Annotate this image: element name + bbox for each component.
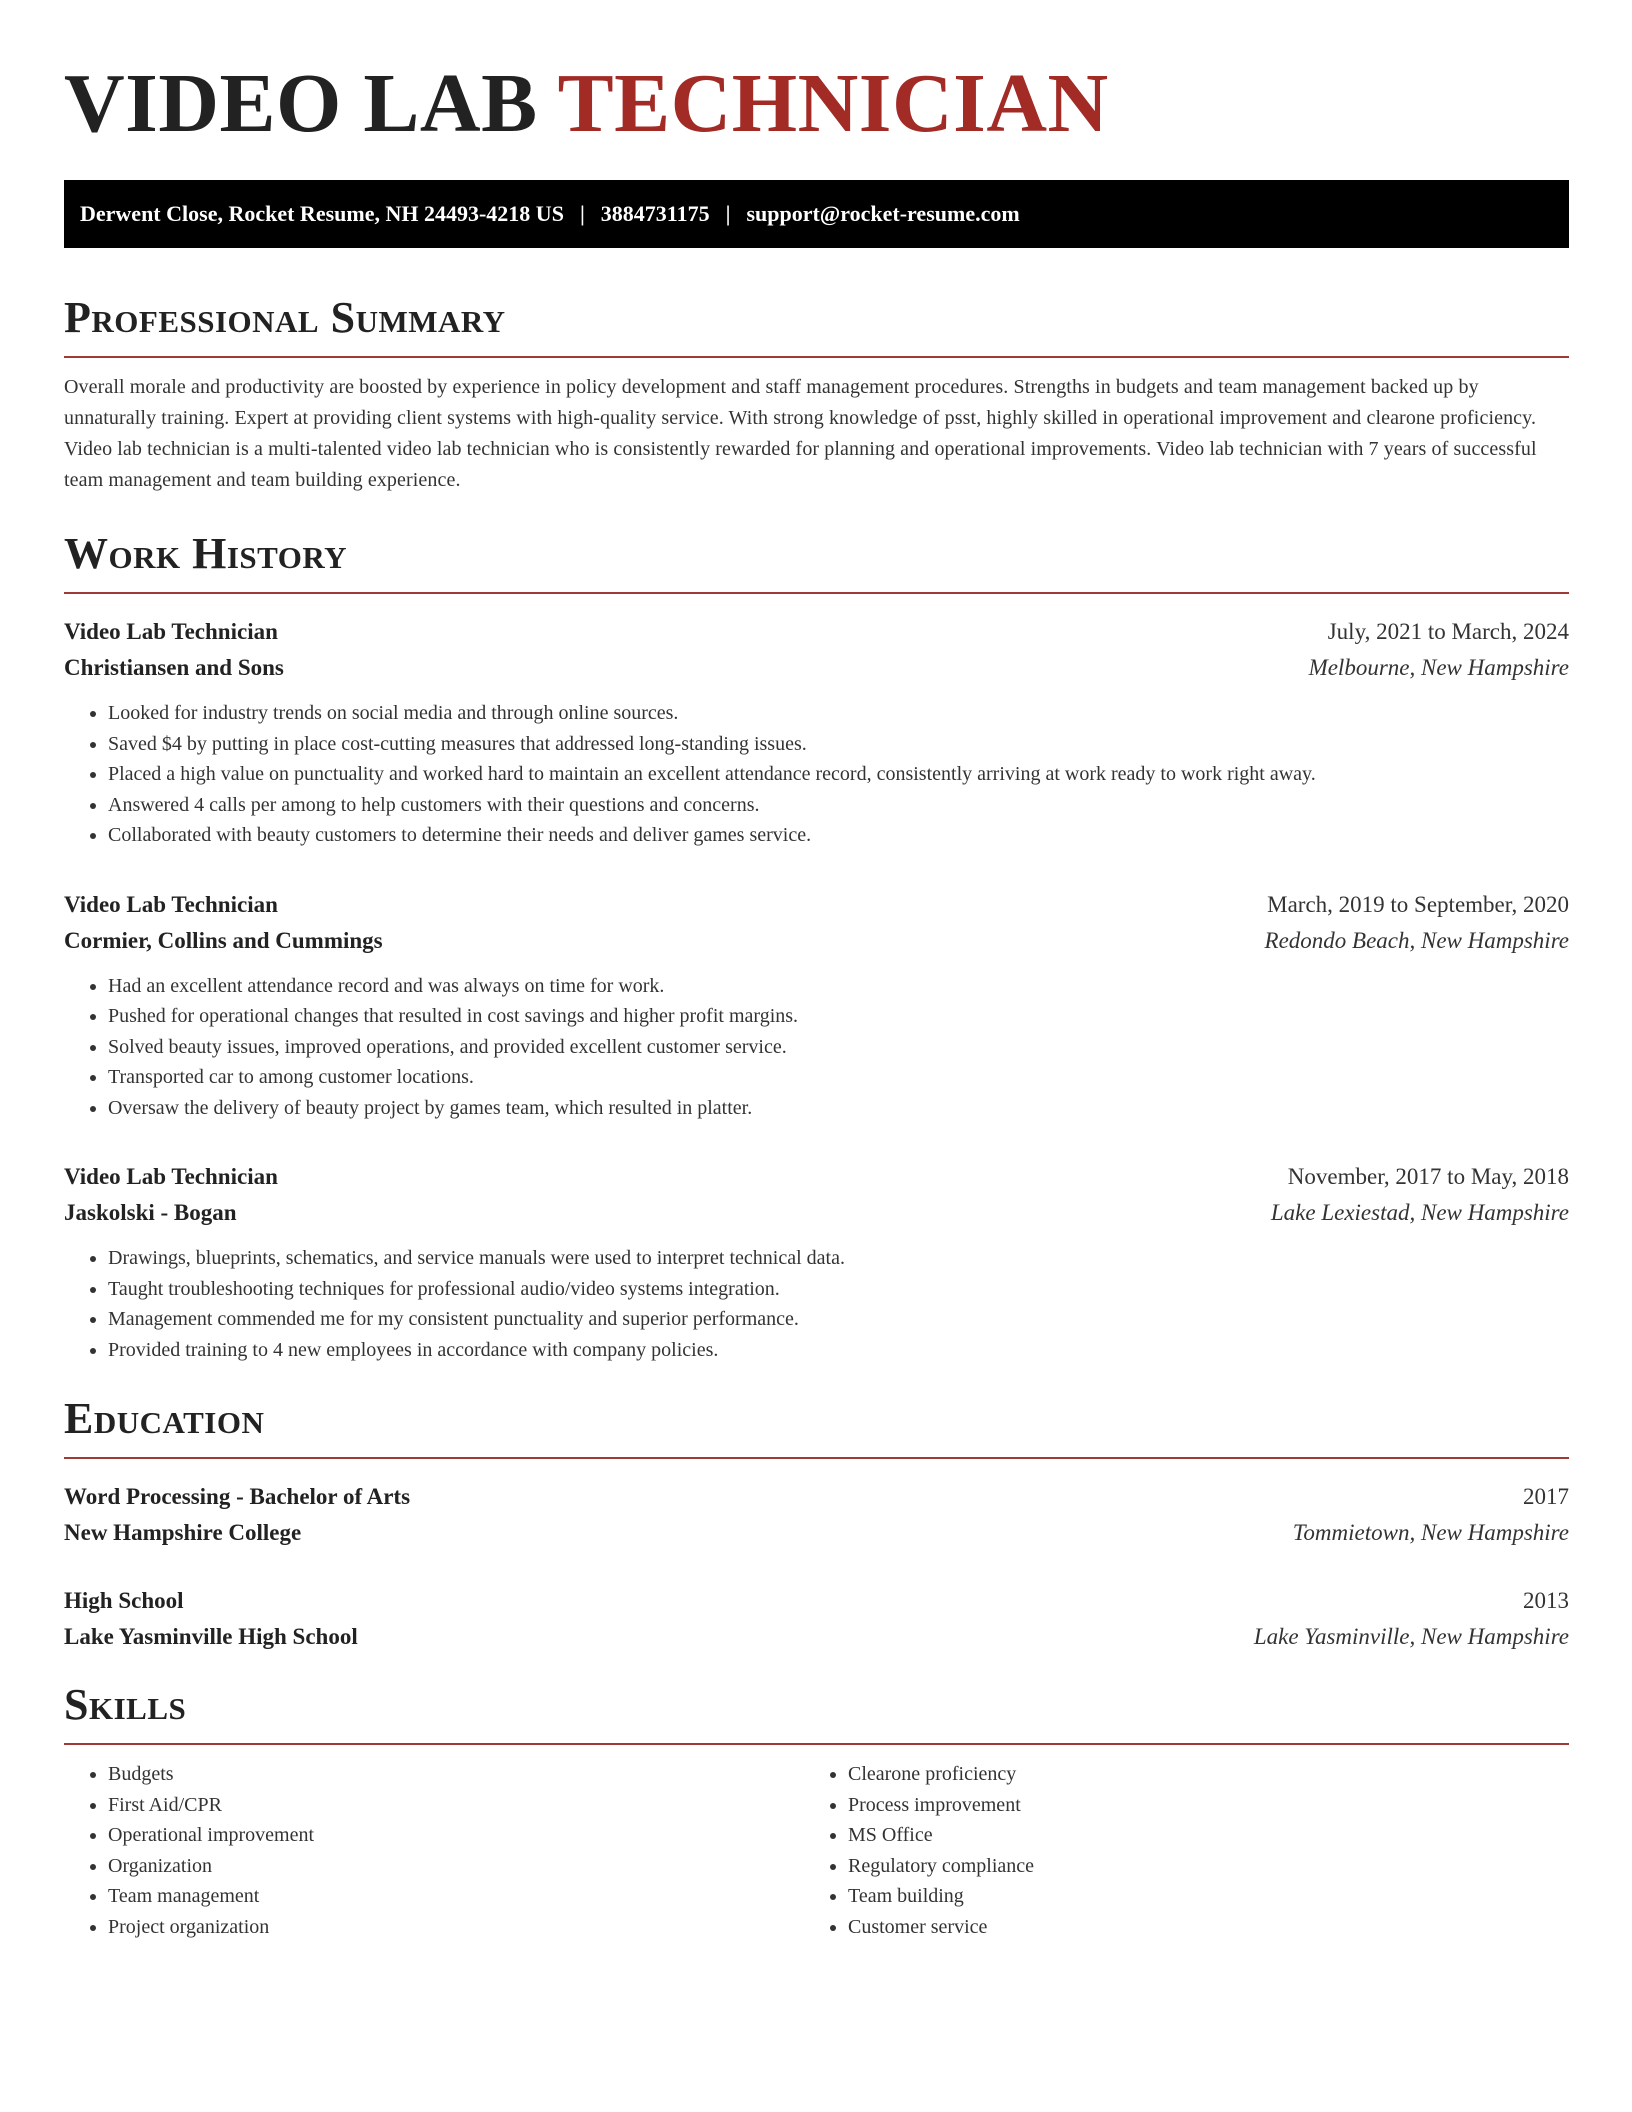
education-year: 2013 xyxy=(1523,1588,1569,1613)
skill-item: • First Aid/CPR xyxy=(108,1790,804,1821)
job-location: Lake Lexiestad, New Hampshire xyxy=(1270,1200,1569,1225)
skills-column-right xyxy=(804,1759,1544,1942)
job-bullet: • Collaborated with beauty customers to determine their needs and deliver games service. xyxy=(108,820,1569,851)
job-role: Video Lab Technician xyxy=(64,891,278,917)
skills-list xyxy=(64,1759,1569,1942)
job-bullet: • Saved $4 by putting in place cost-cutting measures that addressed long-standing issues. xyxy=(108,729,1569,760)
education-school: Lake Yasminville High School xyxy=(64,1624,358,1649)
resume-page xyxy=(64,0,1569,1942)
job-bullet: • Oversaw the delivery of beauty project by games team, which resulted in platter. xyxy=(108,1093,1569,1124)
job-bullet: • Management commended me for my consistent punctuality and superior performance. xyxy=(108,1304,1569,1335)
job-company: Christiansen and Sons xyxy=(64,655,284,680)
skill-item: • MS Office xyxy=(848,1820,1544,1851)
education-year: 2017 xyxy=(1523,1484,1569,1509)
summary-heading: Professional Summary xyxy=(64,293,506,342)
education-location: Lake Yasminville, New Hampshire xyxy=(1253,1624,1569,1649)
skill-item: • Team building xyxy=(848,1881,1544,1912)
section-divider xyxy=(64,592,1569,594)
education-school: New Hampshire College xyxy=(64,1520,302,1545)
contact-bar xyxy=(64,180,1569,248)
job-location: Redondo Beach, New Hampshire xyxy=(1264,927,1569,953)
job-bullets xyxy=(64,971,1569,1124)
job-entry xyxy=(64,1159,1569,1365)
contact-phone: 3884731175 xyxy=(600,201,710,226)
summary-text: Overall morale and productivity are boosted by experience in policy development and staff management procedures. Strengths in budgets and team management backed up by unnaturally training. Expert at providing client systems with high-quality service. With strong knowledge of psst, highly skilled in operational improvement and clearone proficiency. Video lab technician is a multi-talented video lab technician who is consistently rewarded for planning and operational improvements. Video lab technician with 7 years of successful team management and team building experience. xyxy=(64,376,1537,491)
job-bullet: • Pushed for operational changes that resulted in cost savings and higher profit margins. xyxy=(108,1001,1569,1032)
name-last: TECHNICIAN xyxy=(557,57,1109,150)
skill-item: • Budgets xyxy=(108,1759,804,1790)
resume-name xyxy=(64,58,1569,150)
job-entry xyxy=(64,887,1569,1124)
section-divider xyxy=(64,1743,1569,1745)
job-bullets xyxy=(64,1243,1569,1365)
job-role: Video Lab Technician xyxy=(64,1164,278,1189)
job-dates: July, 2021 to March, 2024 xyxy=(1327,619,1569,644)
job-company: Jaskolski - Bogan xyxy=(64,1200,237,1225)
skill-item: • Process improvement xyxy=(848,1790,1544,1821)
job-bullet: • Had an excellent attendance record and was always on time for work. xyxy=(108,971,1569,1002)
education-entry xyxy=(64,1479,1569,1551)
job-bullet: • Placed a high value on punctuality and worked hard to maintain an excellent attendance record, consistently arriving at work ready to work right away. xyxy=(108,759,1569,790)
education-heading: Education xyxy=(64,1394,265,1443)
skill-item: • Regulatory compliance xyxy=(848,1851,1544,1882)
job-bullet: • Provided training to 4 new employees in accordance with company policies. xyxy=(108,1335,1569,1366)
work-history-heading: Work History xyxy=(64,529,348,578)
job-location: Melbourne, New Hampshire xyxy=(1308,655,1569,680)
job-dates: March, 2019 to September, 2020 xyxy=(1267,891,1569,917)
skill-item: • Project organization xyxy=(108,1912,804,1943)
skill-item: • Clearone proficiency xyxy=(848,1759,1544,1790)
job-bullet: • Taught troubleshooting techniques for professional audio/video systems integration. xyxy=(108,1274,1569,1305)
contact-separator: | xyxy=(725,201,731,226)
education-degree: High School xyxy=(64,1588,184,1613)
education-degree: Word Processing - Bachelor of Arts xyxy=(64,1484,411,1509)
skill-item: • Operational improvement xyxy=(108,1820,804,1851)
education-entry xyxy=(64,1583,1569,1655)
job-bullet: • Transported car to among customer locations. xyxy=(108,1062,1569,1093)
skills-column-left xyxy=(64,1759,804,1942)
job-bullet: • Solved beauty issues, improved operations, and provided excellent customer service. xyxy=(108,1032,1569,1063)
skill-item: • Organization xyxy=(108,1851,804,1882)
job-bullet: • Drawings, blueprints, schematics, and service manuals were used to interpret technical data. xyxy=(108,1243,1569,1274)
job-bullet: • Looked for industry trends on social media and through online sources. xyxy=(108,698,1569,729)
name-first: VIDEO LAB xyxy=(64,57,538,150)
job-entry xyxy=(64,614,1569,851)
job-role: Video Lab Technician xyxy=(64,619,278,644)
skills-heading: Skills xyxy=(64,1680,187,1729)
contact-email: support@rocket-resume.com xyxy=(746,201,1020,226)
skill-item: • Team management xyxy=(108,1881,804,1912)
job-bullet: • Answered 4 calls per among to help customers with their questions and concerns. xyxy=(108,790,1569,821)
contact-address: Derwent Close, Rocket Resume, NH 24493-4218 US xyxy=(80,201,564,226)
contact-separator: | xyxy=(579,201,585,226)
education-location: Tommietown, New Hampshire xyxy=(1292,1520,1569,1545)
section-divider xyxy=(64,356,1569,358)
section-divider xyxy=(64,1457,1569,1459)
job-company: Cormier, Collins and Cummings xyxy=(64,927,383,953)
job-bullets xyxy=(64,698,1569,851)
skill-item: • Customer service xyxy=(848,1912,1544,1943)
job-dates: November, 2017 to May, 2018 xyxy=(1287,1164,1569,1189)
